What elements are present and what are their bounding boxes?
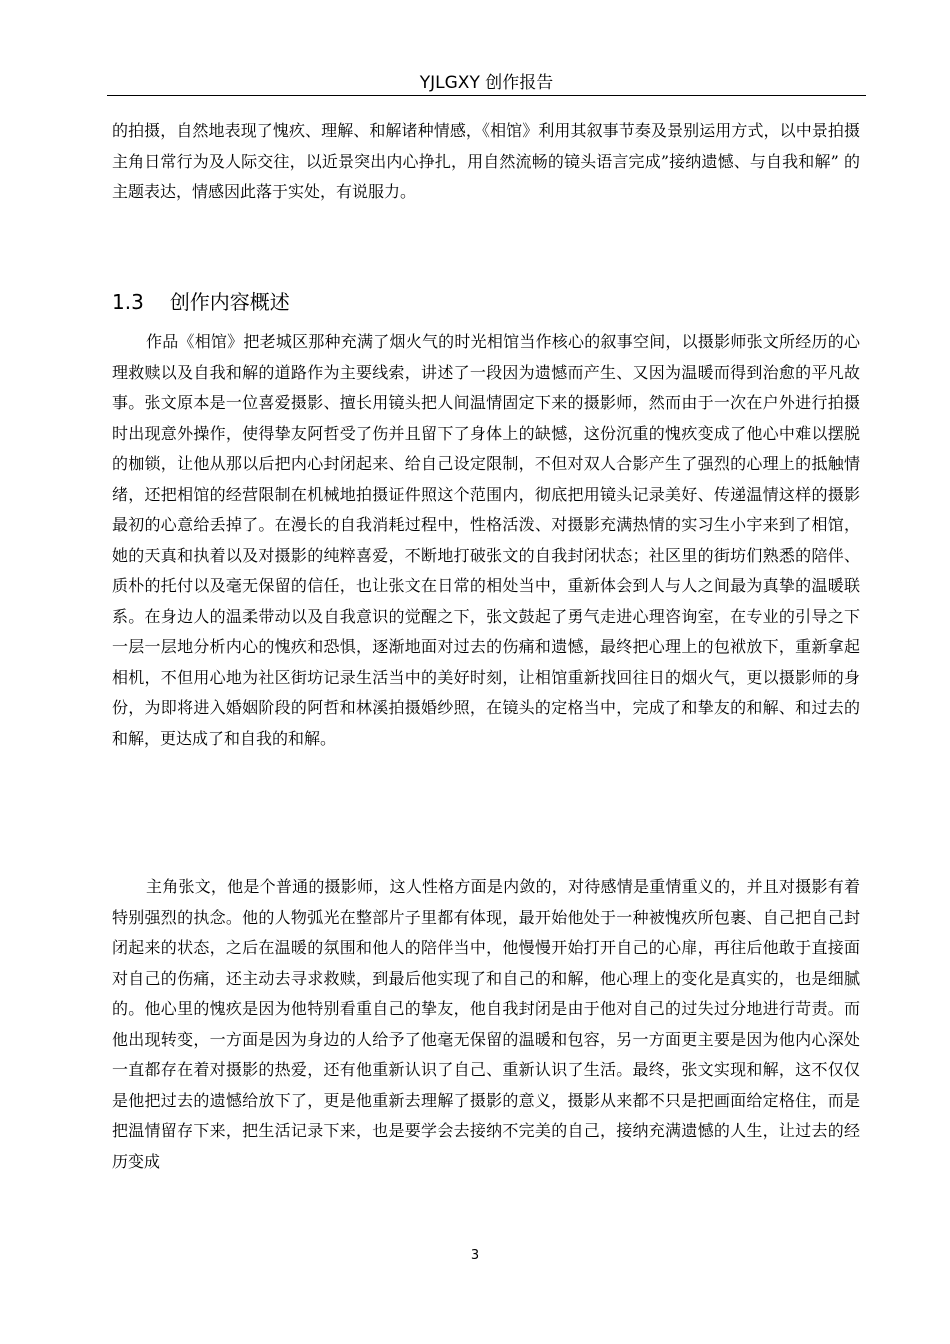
paragraph-continuation: 的拍摄，自然地表现了愧疚、理解、和解诸种情感，《相馆》利用其叙事节奏及景别运用方式，以中景拍摄主角日常行为及人际交往，以近景突出内心挣扎，用自然流畅的镜头语言完成”接纳遗憾、与自我和解” 的主题表达，情感因此落于实处，有说服力。 bbox=[112, 121, 860, 201]
paragraph-content-overview: 作品《相馆》把老城区那种充满了烟火气的时光相馆当作核心的叙事空间，以摄影师张文所经历的心理救赎以及自我和解的道路作为主要线索，讲述了一段因为遗憾而产生、又因为温暖而得到治愈的平凡故事。张文原本是一位喜爱摄影、擅长用镜头把人间温情固定下来的摄影师，然而由于一次在户外进行拍摄时出现意外操作，使得挚友阿哲受了伤并且留下了身体上的缺憾，这份沉重的愧疚变成了他心中难以摆脱的枷锁，让他从那以后把内心封闭起来、给自己设定限制，不但对双人合影产生了强烈的心理上的抵触情绪，还把相馆的经营限制在机械地拍摄证件照这个范围内，彻底把用镜头记录美好、传递温情这样的摄影最初的心意给丢掉了。在漫长的自我消耗过程中，性格活泼、对摄影充满热情的实习生小宇来到了相馆，她的天真和执着以及对摄影的纯粹喜爱，不断地打破张文的自我封闭状态；社区里的街坊们熟悉的陪伴、质朴的托付以及毫无保留的信任，也让张文在日常的相处当中，重新体会到人与人之间最为真挚的温暖联系。在身边人的温柔带动以及自我意识的觉醒之下，张文鼓起了勇气走进心理咨询室，在专业的引导之下一层一层地分析内心的愧疚和恐惧，逐渐地面对过去的伤痛和遗憾，最终把心理上的包袱放下，重新拿起相机，不但用心地为社区街坊记录生活当中的美好时刻，让相馆重新找回往日的烟火气，更以摄影师的身份，为即将进入婚姻阶段的阿哲和林溪拍摄婚纱照，在镜头的定格当中，完成了和挚友的和解、和过去的和解，更达成了和自我的和解。 bbox=[112, 332, 860, 748]
paragraph-protagonist: 主角张文，他是个普通的摄影师，这人性格方面是内敛的，对待感情是重情重义的，并且对摄影有着特别强烈的执念。他的人物弧光在整部片子里都有体现，最开始他处于一种被愧疚所包裹、自己把自己封闭起来的状态，之后在温暖的氛围和他人的陪伴当中，他慢慢开始打开自己的心扉，再往后他敢于直接面对自己的伤痛，还主动去寻求救赎，到最后他实现了和自己的和解，他心理上的变化是真实的，也是细腻的。他心里的愧疚是因为他特别看重自己的挚友，他自我封闭是由于他对自己的过失过分地进行苛责。而他出现转变，一方面是因为身边的人给予了他毫无保留的温暖和包容，另一方面更主要是因为他内心深处一直都存在着对摄影的热爱，还有他重新认识了自己、重新认识了生活。最终，张文实现和解，这不仅仅是他把过去的遗憾给放下了，更是他重新去理解了摄影的意义，摄影从来都不只是把画面给定格住，而是把温情留存下来，把生活记录下来，也是要学会去接纳不完美的自己，接纳充满遗憾的人生，让过去的经历变成 bbox=[112, 877, 860, 1171]
section-number: 1.3 bbox=[112, 290, 144, 314]
page-number: 3 bbox=[470, 1248, 480, 1263]
section-title: 创作内容概述 bbox=[169, 290, 290, 314]
section-heading bbox=[112, 286, 290, 315]
header-title: YJLGXY 创作报告 bbox=[419, 73, 554, 93]
header-divider bbox=[107, 95, 866, 96]
